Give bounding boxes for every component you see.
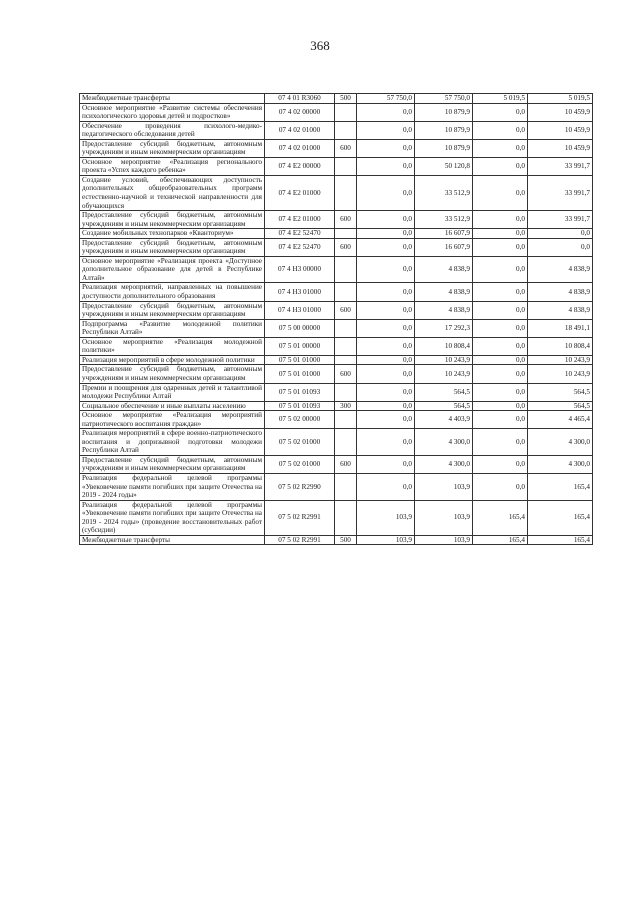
amount-cell-4: 564,5 xyxy=(528,401,593,411)
amount-cell-4: 10 243,9 xyxy=(528,355,593,365)
amount-cell-3: 165,4 xyxy=(473,535,528,545)
amount-cell-1: 0,0 xyxy=(357,283,415,301)
target-code-cell: 07 4 02 00000 xyxy=(265,103,335,121)
target-code-cell: 07 4 02 01000 xyxy=(265,139,335,157)
amount-cell-2: 4 403,9 xyxy=(415,411,473,429)
expense-type-cell xyxy=(335,429,357,456)
table-row xyxy=(80,238,593,256)
target-code-cell: 07 5 01 01000 xyxy=(265,365,335,383)
row-name-cell: Создание мобильных технопарков «Кванториум» xyxy=(80,229,265,239)
amount-cell-3: 0,0 xyxy=(473,211,528,229)
target-code-cell: 07 4 Н3 01000 xyxy=(265,283,335,301)
expense-type-cell xyxy=(335,411,357,429)
amount-cell-4: 165,4 xyxy=(528,473,593,500)
target-code-cell: 07 5 01 01000 xyxy=(265,355,335,365)
amount-cell-1: 0,0 xyxy=(357,383,415,401)
amount-cell-4: 0,0 xyxy=(528,238,593,256)
amount-cell-1: 0,0 xyxy=(357,319,415,337)
target-code-cell: 07 5 00 00000 xyxy=(265,319,335,337)
expense-type-cell: 300 xyxy=(335,401,357,411)
amount-cell-2: 10 808,4 xyxy=(415,337,473,355)
expense-type-cell: 500 xyxy=(335,94,357,104)
amount-cell-4: 4 465,4 xyxy=(528,411,593,429)
amount-cell-4: 33 991,7 xyxy=(528,175,593,210)
amount-cell-3: 0,0 xyxy=(473,103,528,121)
table-row xyxy=(80,429,593,456)
row-name-cell: Обеспечение проведения психолого-медико-педагогического обследования детей xyxy=(80,121,265,139)
amount-cell-2: 4 838,9 xyxy=(415,283,473,301)
amount-cell-1: 0,0 xyxy=(357,301,415,319)
amount-cell-4: 4 838,9 xyxy=(528,283,593,301)
amount-cell-2: 33 512,9 xyxy=(415,211,473,229)
row-name-cell: Основное мероприятие «Развитие системы обеспечения психологического здоровья детей и подростков» xyxy=(80,103,265,121)
table-row xyxy=(80,500,593,535)
amount-cell-2: 10 243,9 xyxy=(415,355,473,365)
expense-type-cell: 500 xyxy=(335,535,357,545)
row-name-cell: Предоставление субсидий бюджетным, автономным учреждениям и иным некоммерческим организациям xyxy=(80,139,265,157)
amount-cell-3: 0,0 xyxy=(473,139,528,157)
expense-type-cell xyxy=(335,319,357,337)
table-row xyxy=(80,157,593,175)
table-row xyxy=(80,365,593,383)
amount-cell-4: 33 991,7 xyxy=(528,157,593,175)
amount-cell-4: 4 838,9 xyxy=(528,301,593,319)
amount-cell-4: 165,4 xyxy=(528,535,593,545)
amount-cell-4: 564,5 xyxy=(528,383,593,401)
amount-cell-1: 103,9 xyxy=(357,500,415,535)
table-row xyxy=(80,175,593,210)
target-code-cell: 07 4 01 R3060 xyxy=(265,94,335,104)
target-code-cell: 07 4 E2 52470 xyxy=(265,238,335,256)
amount-cell-4: 4 838,9 xyxy=(528,256,593,283)
table-row xyxy=(80,355,593,365)
amount-cell-3: 165,4 xyxy=(473,500,528,535)
amount-cell-3: 0,0 xyxy=(473,401,528,411)
expense-type-cell xyxy=(335,175,357,210)
row-name-cell: Реализация мероприятий в сфере военно-патриотического воспитания и допризывной подготовки молодежи Республики Алтай xyxy=(80,429,265,456)
row-name-cell: Предоставление субсидий бюджетным, автономным учреждениям и иным некоммерческим организациям xyxy=(80,238,265,256)
amount-cell-3: 0,0 xyxy=(473,411,528,429)
row-name-cell: Реализация мероприятий, направленных на повышение доступности дополнительного образования xyxy=(80,283,265,301)
expense-type-cell xyxy=(335,157,357,175)
amount-cell-3: 0,0 xyxy=(473,238,528,256)
target-code-cell: 07 5 02 R2990 xyxy=(265,473,335,500)
amount-cell-2: 10 879,9 xyxy=(415,139,473,157)
amount-cell-4: 4 300,0 xyxy=(528,455,593,473)
row-name-cell: Подпрограмма «Развитие молодежной политики Республики Алтай» xyxy=(80,319,265,337)
target-code-cell: 07 5 01 00000 xyxy=(265,337,335,355)
table-row xyxy=(80,383,593,401)
expense-type-cell xyxy=(335,383,357,401)
amount-cell-3: 0,0 xyxy=(473,301,528,319)
target-code-cell: 07 4 E2 01000 xyxy=(265,211,335,229)
target-code-cell: 07 4 02 01000 xyxy=(265,121,335,139)
table-row xyxy=(80,283,593,301)
table-row xyxy=(80,211,593,229)
amount-cell-2: 4 300,0 xyxy=(415,429,473,456)
amount-cell-3: 0,0 xyxy=(473,283,528,301)
amount-cell-4: 10 459,9 xyxy=(528,139,593,157)
amount-cell-1: 0,0 xyxy=(357,365,415,383)
target-code-cell: 07 4 E2 52470 xyxy=(265,229,335,239)
amount-cell-4: 5 019,5 xyxy=(528,94,593,104)
target-code-cell: 07 5 02 R2991 xyxy=(265,535,335,545)
amount-cell-1: 0,0 xyxy=(357,103,415,121)
amount-cell-3: 0,0 xyxy=(473,383,528,401)
amount-cell-1: 0,0 xyxy=(357,256,415,283)
expense-type-cell: 600 xyxy=(335,301,357,319)
row-name-cell: Основное мероприятие «Реализация мероприятий патриотического воспитания граждан» xyxy=(80,411,265,429)
amount-cell-3: 0,0 xyxy=(473,473,528,500)
expense-type-cell xyxy=(335,355,357,365)
amount-cell-2: 16 607,9 xyxy=(415,238,473,256)
amount-cell-3: 0,0 xyxy=(473,365,528,383)
expense-type-cell xyxy=(335,121,357,139)
amount-cell-4: 165,4 xyxy=(528,500,593,535)
amount-cell-4: 4 300,0 xyxy=(528,429,593,456)
amount-cell-1: 0,0 xyxy=(357,175,415,210)
row-name-cell: Межбюджетные трансферты xyxy=(80,94,265,104)
target-code-cell: 07 4 Н3 01000 xyxy=(265,301,335,319)
amount-cell-1: 0,0 xyxy=(357,473,415,500)
amount-cell-2: 57 750,0 xyxy=(415,94,473,104)
amount-cell-2: 103,9 xyxy=(415,473,473,500)
target-code-cell: 07 5 02 01000 xyxy=(265,455,335,473)
amount-cell-4: 10 459,9 xyxy=(528,121,593,139)
amount-cell-2: 50 120,8 xyxy=(415,157,473,175)
target-code-cell: 07 5 02 00000 xyxy=(265,411,335,429)
amount-cell-1: 0,0 xyxy=(357,411,415,429)
amount-cell-3: 0,0 xyxy=(473,337,528,355)
amount-cell-3: 0,0 xyxy=(473,256,528,283)
page-number: 368 xyxy=(310,38,330,53)
amount-cell-2: 103,9 xyxy=(415,500,473,535)
amount-cell-1: 0,0 xyxy=(357,401,415,411)
expense-type-cell xyxy=(335,256,357,283)
amount-cell-3: 0,0 xyxy=(473,175,528,210)
row-name-cell: Предоставление субсидий бюджетным, автономным учреждениям и иным некоммерческим организациям xyxy=(80,301,265,319)
amount-cell-1: 0,0 xyxy=(357,429,415,456)
table-row xyxy=(80,256,593,283)
amount-cell-2: 564,5 xyxy=(415,401,473,411)
amount-cell-4: 0,0 xyxy=(528,229,593,239)
row-name-cell: Реализация мероприятий в сфере молодежной политики xyxy=(80,355,265,365)
row-name-cell: Премии и поощрения для одаренных детей и талантливой молодежи Республики Алтай xyxy=(80,383,265,401)
row-name-cell: Основное мероприятие «Реализация проекта «Доступное дополнительное образование для детей в Республике Алтай» xyxy=(80,256,265,283)
expense-type-cell xyxy=(335,103,357,121)
row-name-cell: Предоставление субсидий бюджетным, автономным учреждениям и иным некоммерческим организациям xyxy=(80,365,265,383)
amount-cell-2: 4 838,9 xyxy=(415,256,473,283)
expense-type-cell xyxy=(335,283,357,301)
amount-cell-3: 0,0 xyxy=(473,121,528,139)
expense-type-cell: 600 xyxy=(335,455,357,473)
expense-type-cell: 600 xyxy=(335,139,357,157)
amount-cell-2: 10 243,9 xyxy=(415,365,473,383)
expense-type-cell xyxy=(335,229,357,239)
amount-cell-1: 0,0 xyxy=(357,157,415,175)
table-row xyxy=(80,94,593,104)
amount-cell-2: 17 292,3 xyxy=(415,319,473,337)
target-code-cell: 07 5 02 R2991 xyxy=(265,500,335,535)
amount-cell-4: 18 491,1 xyxy=(528,319,593,337)
table-row xyxy=(80,319,593,337)
table-row xyxy=(80,401,593,411)
row-name-cell: Предоставление субсидий бюджетным, автономным учреждениям и иным некоммерческим организациям xyxy=(80,455,265,473)
expense-type-cell xyxy=(335,473,357,500)
amount-cell-1: 0,0 xyxy=(357,121,415,139)
amount-cell-4: 10 459,9 xyxy=(528,103,593,121)
target-code-cell: 07 4 E2 01000 xyxy=(265,175,335,210)
table-row xyxy=(80,455,593,473)
table-row xyxy=(80,535,593,545)
amount-cell-1: 103,9 xyxy=(357,535,415,545)
amount-cell-4: 10 243,9 xyxy=(528,365,593,383)
amount-cell-3: 0,0 xyxy=(473,229,528,239)
row-name-cell: Основное мероприятие «Реализация регионального проекта «Успех каждого ребенка» xyxy=(80,157,265,175)
amount-cell-1: 0,0 xyxy=(357,139,415,157)
row-name-cell: Основное мероприятие «Реализация молодежной политики» xyxy=(80,337,265,355)
amount-cell-1: 0,0 xyxy=(357,455,415,473)
table-row xyxy=(80,337,593,355)
table-row xyxy=(80,229,593,239)
row-name-cell: Межбюджетные трансферты xyxy=(80,535,265,545)
row-name-cell: Реализация федеральной целевой программы «Увековечение памяти погибших при защите Отечества на 2019 - 2024 годы» xyxy=(80,473,265,500)
amount-cell-1: 0,0 xyxy=(357,229,415,239)
expense-type-cell: 600 xyxy=(335,238,357,256)
row-name-cell: Создание условий, обеспечивающих доступность дополнительных общеобразовательных программ естественно-научной и технической направленности для обучающихся xyxy=(80,175,265,210)
amount-cell-1: 0,0 xyxy=(357,355,415,365)
amount-cell-2: 10 879,9 xyxy=(415,103,473,121)
amount-cell-2: 33 512,9 xyxy=(415,175,473,210)
table-row xyxy=(80,473,593,500)
row-name-cell: Предоставление субсидий бюджетным, автономным учреждениям и иным некоммерческим организациям xyxy=(80,211,265,229)
amount-cell-1: 0,0 xyxy=(357,238,415,256)
amount-cell-2: 564,5 xyxy=(415,383,473,401)
amount-cell-3: 0,0 xyxy=(473,429,528,456)
target-code-cell: 07 4 E2 00000 xyxy=(265,157,335,175)
row-name-cell: Социальное обеспечение и иные выплаты населению xyxy=(80,401,265,411)
amount-cell-4: 33 991,7 xyxy=(528,211,593,229)
amount-cell-2: 4 300,0 xyxy=(415,455,473,473)
amount-cell-1: 0,0 xyxy=(357,337,415,355)
amount-cell-3: 5 019,5 xyxy=(473,94,528,104)
target-code-cell: 07 5 02 01000 xyxy=(265,429,335,456)
target-code-cell: 07 5 01 01093 xyxy=(265,401,335,411)
table-row xyxy=(80,121,593,139)
amount-cell-4: 10 808,4 xyxy=(528,337,593,355)
amount-cell-3: 0,0 xyxy=(473,455,528,473)
table-row xyxy=(80,139,593,157)
expense-type-cell: 600 xyxy=(335,365,357,383)
expense-type-cell xyxy=(335,500,357,535)
amount-cell-2: 10 879,9 xyxy=(415,121,473,139)
row-name-cell: Реализация федеральной целевой программы «Увековечение памяти погибших при защите Отечества на 2019 - 2024 годы» (проведение восстановительных работ (субсидии) xyxy=(80,500,265,535)
expense-type-cell: 600 xyxy=(335,211,357,229)
expense-type-cell xyxy=(335,337,357,355)
amount-cell-3: 0,0 xyxy=(473,157,528,175)
amount-cell-2: 103,9 xyxy=(415,535,473,545)
table-row xyxy=(80,301,593,319)
table-row xyxy=(80,411,593,429)
amount-cell-1: 0,0 xyxy=(357,211,415,229)
table-row xyxy=(80,103,593,121)
amount-cell-3: 0,0 xyxy=(473,355,528,365)
target-code-cell: 07 4 Н3 00000 xyxy=(265,256,335,283)
amount-cell-2: 4 838,9 xyxy=(415,301,473,319)
budget-table xyxy=(79,93,593,545)
amount-cell-1: 57 750,0 xyxy=(357,94,415,104)
amount-cell-3: 0,0 xyxy=(473,319,528,337)
amount-cell-2: 16 607,9 xyxy=(415,229,473,239)
target-code-cell: 07 5 01 01093 xyxy=(265,383,335,401)
